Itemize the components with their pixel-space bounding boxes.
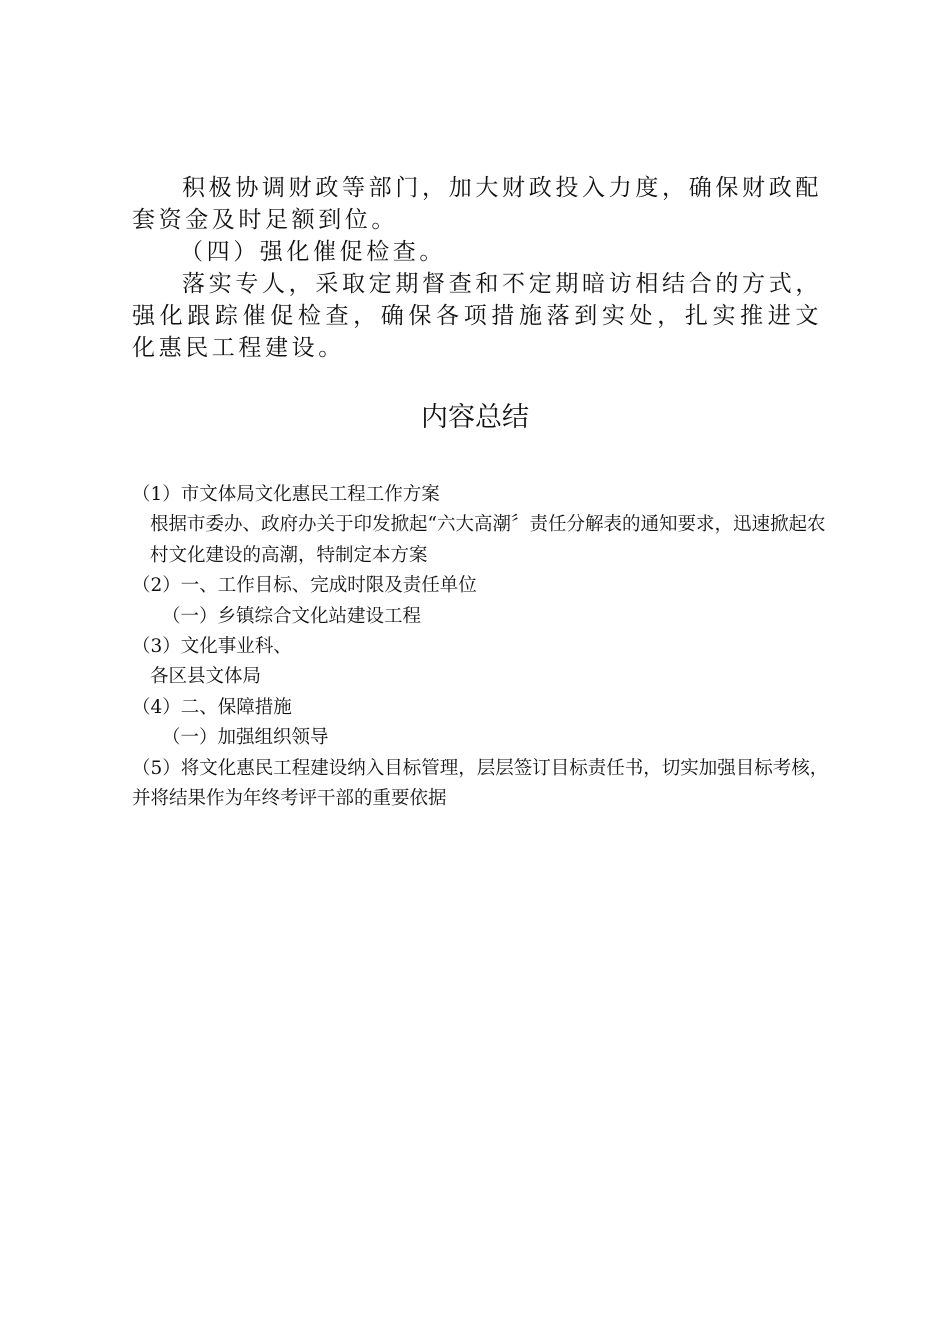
summary-item: （1）市文体局文化惠民工程工作方案 [132, 484, 440, 505]
summary-list [132, 480, 832, 814]
body-paragraph-funding: 积极协调财政等部门，加大财政投入力度，确保财政配套资金及时足额到位。 [132, 175, 822, 233]
summary-item: （一）加强组织领导 [162, 727, 329, 749]
summary-item: （4）二、保障措施 [132, 696, 292, 718]
summary-item: （一）乡镇综合文化站建设工程 [162, 605, 422, 627]
summary-item: （3）文化事业科、 [132, 636, 292, 658]
summary-item: （2）一、工作目标、完成时限及责任单位 [132, 575, 477, 597]
summary-item: 根据市委办、政府办关于印发掀起“六大高潮〞责任分解表的通知要求，迅速掀起农村文化建设的高潮，特制定本方案 [150, 514, 826, 566]
body-text [132, 172, 822, 364]
summary-item: （5）将文化惠民工程建设纳入目标管理，层层签订目标责任书，切实加强目标考核，并将结果作为年终考评干部的重要依据 [132, 757, 829, 810]
section-heading-supervision: （四）强化催促检查。 [180, 239, 446, 265]
summary-item: 各区县文体局 [150, 666, 262, 688]
body-paragraph-supervision: 落实专人，采取定期督查和不定期暗访相结合的方式，强化跟踪催促检查，确保各项措施落到实处，扎实推进文化惠民工程建设。 [132, 271, 822, 361]
summary-title: 内容总结 [421, 402, 529, 433]
